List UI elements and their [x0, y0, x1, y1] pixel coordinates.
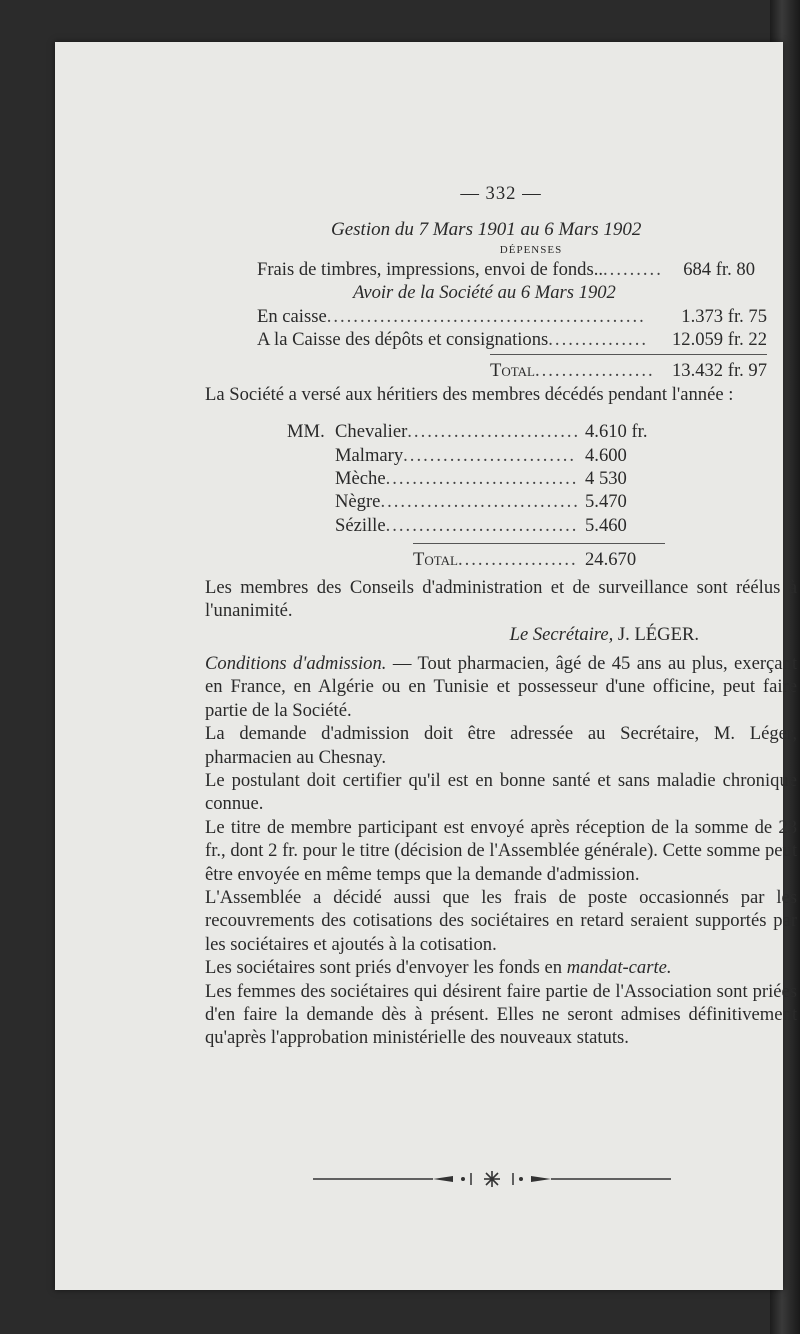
- heir-amount: 5.470: [585, 491, 627, 513]
- heirs-prefix: MM.: [287, 421, 325, 443]
- secretary-signature: [205, 623, 699, 646]
- heir-row: [287, 444, 665, 467]
- leader-dots: [603, 258, 663, 281]
- demande-paragraph: La demande d'admission doit être adressée au Secrétaire, M. Léger, pharmacien au Chesnay.: [205, 723, 797, 768]
- leader-dots: [403, 444, 577, 467]
- total-amount: 13.432 fr. 97: [671, 360, 767, 382]
- total-label: Total: [490, 360, 535, 382]
- mandat-paragraph: [205, 956, 797, 979]
- leader-dots: [458, 548, 577, 571]
- leader-dots: [535, 359, 655, 382]
- heir-name: Sézille: [335, 514, 386, 536]
- total-amount: 24.670: [585, 549, 637, 571]
- leader-dots: [548, 328, 647, 351]
- avoir-label: En caisse: [257, 305, 327, 327]
- assemblee-paragraph: L'Assemblée a décidé aussi que les frais de poste occasionnés par les recouvrements des cotisations des sociétaires en retard seraient supportés par les sociétaires et ajoutés à la cotisation.: [205, 886, 797, 955]
- heir-name: Chevalier: [335, 421, 408, 443]
- avoir-row: [257, 328, 767, 351]
- page-number: — 332 —: [460, 183, 542, 204]
- leader-dots: [380, 490, 577, 513]
- heir-amount: 4.600: [585, 444, 627, 466]
- heir-name: Mèche: [335, 468, 386, 490]
- leader-dots: [386, 514, 577, 537]
- avoir-row: [257, 305, 767, 328]
- postulant-paragraph: Le postulant doit certifier qu'il est en bonne santé et sans maladie chronique connue.: [205, 769, 797, 815]
- heir-row: [287, 467, 665, 490]
- leader-dots: [407, 420, 577, 443]
- avoir-title: Avoir de la Société au 6 Mars 1902: [353, 282, 616, 304]
- heir-amount: 4.610 fr.: [585, 421, 648, 443]
- mandat-carte: mandat-carte.: [566, 957, 672, 979]
- ornament-divider: [313, 1169, 671, 1189]
- total-label: Total: [413, 549, 458, 571]
- depenses-heading: DÉPENSES: [499, 243, 563, 256]
- conditions-label: Conditions d'admission.: [205, 652, 387, 674]
- reelection-paragraph: Les membres des Conseils d'administration et de surveillance sont réélus à l'unanimité.: [205, 576, 797, 622]
- leader-dots: [386, 467, 577, 490]
- total-row: [490, 354, 767, 382]
- document-page: [55, 42, 797, 1290]
- avoir-label: A la Caisse des dépôts et consignations: [257, 329, 549, 351]
- expense-label: Frais de timbres, impressions, envoi de fonds..: [257, 258, 604, 280]
- heir-amount: 4 530: [585, 468, 627, 490]
- expense-row: [257, 258, 755, 281]
- avoir-amount: 12.059 fr. 22: [671, 329, 767, 351]
- avoir-amount: 1.373 fr. 75: [681, 305, 767, 327]
- mandat-text: Les sociétaires sont priés d'envoyer les fonds en: [205, 957, 567, 979]
- secretary-name: J. LÉGER.: [617, 623, 699, 645]
- conditions-paragraph: [205, 652, 797, 722]
- gestion-title: Gestion du 7 Mars 1901 au 6 Mars 1902: [331, 219, 642, 241]
- heirs-list: [287, 420, 665, 537]
- expense-amount: 684 fr. 80: [683, 258, 755, 280]
- secretary-title: Le Secrétaire,: [509, 623, 614, 645]
- heir-name: Malmary: [335, 444, 404, 466]
- heir-row: [287, 514, 665, 537]
- heir-name: Nègre: [335, 491, 381, 513]
- leader-dots: [327, 305, 647, 328]
- heir-row: [287, 490, 665, 513]
- page-content: [205, 182, 797, 1050]
- titre-paragraph: Le titre de membre participant est envoyé après réception de la somme de 23 fr., dont 2 fr. pour le titre (décision de l'Assemblée générale). Cette somme peut être envoyée en même temps que la demande d'admission.: [205, 816, 797, 885]
- conditions-text: — Tout pharmacien, âgé de 45 ans au plus, exerçant en France, en Algérie ou en Tunisie et possesseur d'une officine, peut faire partie de la Société.: [205, 652, 797, 721]
- heirs-intro: La Société a versé aux héritiers des membres décédés pendant l'année :: [205, 383, 734, 405]
- heir-row: [287, 420, 665, 443]
- femmes-paragraph: Les femmes des sociétaires qui désirent faire partie de l'Association sont priées d'en faire la demande dès à présent. Elles ne seront admises définitivement qu'après l'approbation ministérielle des nouveaux statuts.: [205, 980, 797, 1049]
- heir-amount: 5.460: [585, 514, 627, 536]
- heirs-total-row: [413, 543, 665, 571]
